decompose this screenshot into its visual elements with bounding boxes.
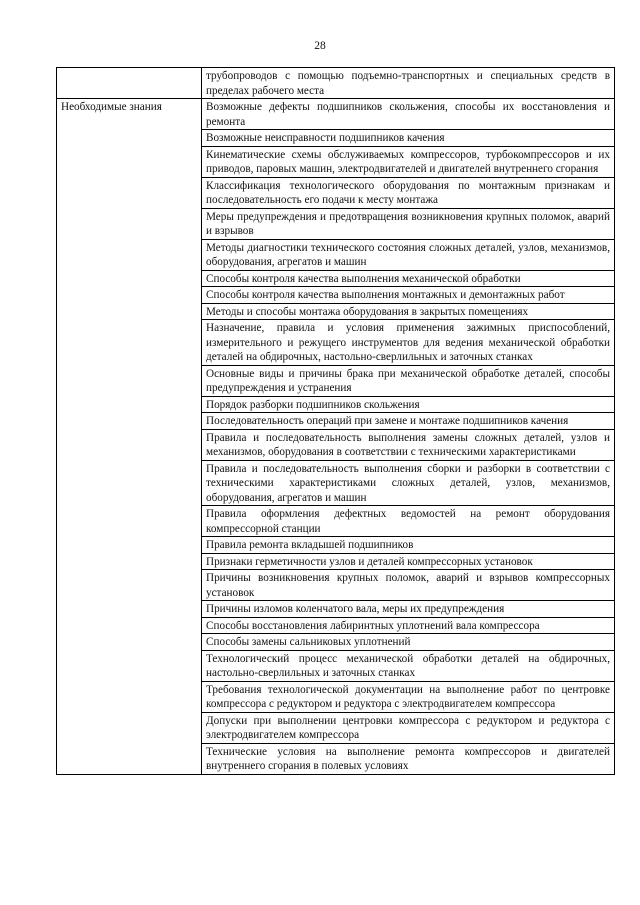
knowledge-item: Назначение, правила и условия применения зажимных приспособлений, измерительного и режущего инструментов для ведения механической обработки деталей на обдирочных, настольно-сверлильных и заточных станках xyxy=(202,320,615,366)
knowledge-item: Правила и последовательность выполнения сборки и разборки в соответствии с техническими характеристиками сложных деталей, узлов, механизмов, оборудования, агрегатов и машин xyxy=(202,460,615,506)
knowledge-item: Требования технологической документации на выполнение работ по центровке компрессора с редуктором и редуктора с электродвигателем компрессора xyxy=(202,681,615,712)
knowledge-item: Классификация технологического оборудования по монтажным признакам и последовательность его подачи к месту монтажа xyxy=(202,177,615,208)
knowledge-item: Возможные неисправности подшипников качения xyxy=(202,130,615,147)
knowledge-item: Правила ремонта вкладышей подшипников xyxy=(202,537,615,554)
knowledge-table xyxy=(56,67,615,775)
knowledge-item: Методы и способы монтажа оборудования в закрытых помещениях xyxy=(202,303,615,320)
knowledge-item: Технические условия на выполнение ремонта компрессоров и двигателей внутреннего сгорания в полевых условиях xyxy=(202,743,615,774)
knowledge-item: Правила и последовательность выполнения замены сложных деталей, узлов и механизмов, оборудования в соответствии с техническими характеристиками xyxy=(202,429,615,460)
knowledge-item: Кинематические схемы обслуживаемых компрессоров, турбокомпрессоров и их приводов, паровых машин, электродвигателей и двигателей внутреннего сгорания xyxy=(202,146,615,177)
knowledge-item: Допуски при выполнении центровки компрессора с редуктором и редуктора с электродвигателем компрессора xyxy=(202,712,615,743)
knowledge-item: Признаки герметичности узлов и деталей компрессорных установок xyxy=(202,553,615,570)
knowledge-item: Правила оформления дефектных ведомостей на ремонт оборудования компрессорной станции xyxy=(202,506,615,537)
knowledge-item: Возможные дефекты подшипников скольжения, способы их восстановления и ремонта xyxy=(202,99,615,130)
knowledge-item: Технологический процесс механической обработки деталей на обдирочных, настольно-сверлильных и заточных станках xyxy=(202,650,615,681)
knowledge-item: Способы контроля качества выполнения механической обработки xyxy=(202,270,615,287)
knowledge-item: Меры предупреждения и предотвращения возникновения крупных поломок, аварий и взрывов xyxy=(202,208,615,239)
knowledge-table-body xyxy=(57,68,615,775)
knowledge-item: Основные виды и причины брака при механической обработке деталей, способы предупреждения и устранения xyxy=(202,365,615,396)
page-number: 28 xyxy=(314,40,326,52)
knowledge-item: Порядок разборки подшипников скольжения xyxy=(202,396,615,413)
table-row xyxy=(57,68,615,99)
knowledge-item: Способы замены сальниковых уплотнений xyxy=(202,634,615,651)
knowledge-item: Способы контроля качества выполнения монтажных и демонтажных работ xyxy=(202,287,615,304)
knowledge-item: Последовательность операций при замене и монтаже подшипников качения xyxy=(202,413,615,430)
table-row xyxy=(57,99,615,130)
knowledge-item: Причины возникновения крупных поломок, аварий и взрывов компрессорных установок xyxy=(202,570,615,601)
knowledge-item: Методы диагностики технического состояния сложных деталей, узлов, механизмов, оборудования, агрегатов и машин xyxy=(202,239,615,270)
continued-item: трубопроводов с помощью подъемно-транспортных и специальных средств в пределах рабочего места xyxy=(202,68,615,99)
knowledge-item: Причины изломов коленчатого вала, меры их предупреждения xyxy=(202,601,615,618)
section-label: Необходимые знания xyxy=(57,99,202,775)
empty-label-cell xyxy=(57,68,202,99)
knowledge-item: Способы восстановления лабиринтных уплотнений вала компрессора xyxy=(202,617,615,634)
